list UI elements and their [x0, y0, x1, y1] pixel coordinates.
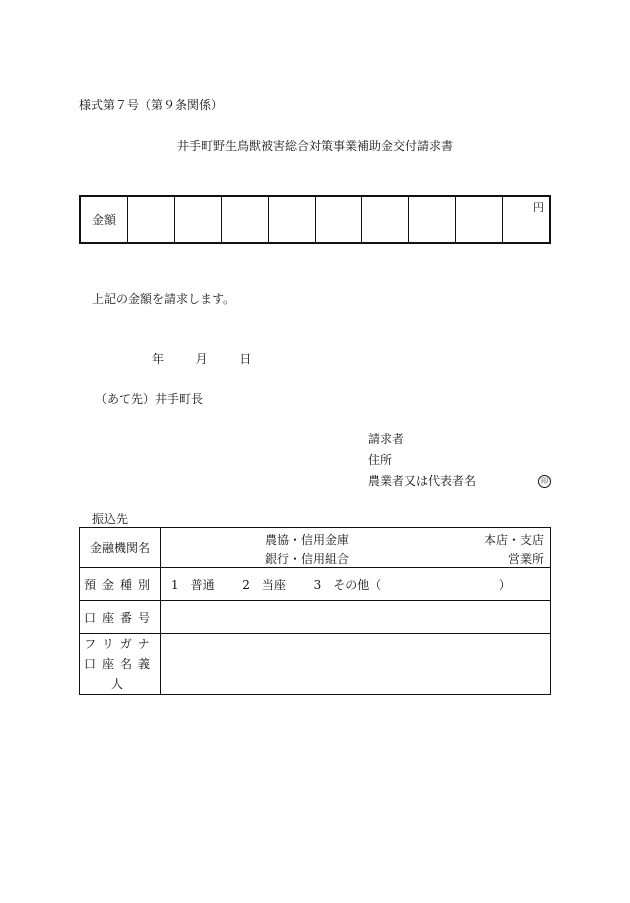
- amount-digit-cell[interactable]: [455, 197, 502, 242]
- date-month: 月: [195, 352, 208, 366]
- date-year: 年: [152, 352, 165, 366]
- account-number-label: 口座番号: [80, 601, 161, 634]
- account-holder-label: 口座名義人: [83, 657, 156, 691]
- amount-digit-cell[interactable]: [127, 197, 174, 242]
- bank-table: [79, 527, 551, 695]
- date-row: [152, 350, 251, 367]
- form-number: 様式第７号（第９条関係）: [79, 98, 224, 112]
- account-number-field[interactable]: [161, 601, 551, 634]
- account-number-row: [80, 601, 551, 634]
- deposit-option-other[interactable]: 3 その他（: [313, 577, 382, 592]
- deposit-option-current[interactable]: 2 当座: [242, 577, 286, 592]
- furigana-label: フリガナ: [84, 637, 156, 651]
- amount-digit-cell[interactable]: [361, 197, 408, 242]
- institution-type-2: 銀行・信用組合: [265, 552, 350, 566]
- branch-type-1: 本店・支店: [483, 533, 544, 547]
- amount-digit-cell[interactable]: [315, 197, 362, 242]
- claimant-name-row: [368, 471, 551, 492]
- deposit-option-close-paren: ）: [498, 577, 511, 592]
- amount-digit-cell[interactable]: [221, 197, 268, 242]
- amount-box: [79, 195, 551, 244]
- branch-type-2: 営業所: [507, 552, 544, 566]
- account-holder-row: [80, 634, 551, 695]
- yen-unit: 円: [533, 201, 545, 214]
- account-holder-field[interactable]: [161, 634, 551, 695]
- institution-field[interactable]: [161, 528, 551, 568]
- seal-mark: 印: [538, 475, 551, 488]
- addressee: （あて先）井手町長: [95, 392, 204, 406]
- name-label: 農業者又は代表者名: [368, 474, 477, 488]
- amount-digit-cell[interactable]: [268, 197, 315, 242]
- deposit-type-label: 預金種別: [80, 568, 161, 601]
- request-statement: 上記の金額を請求します。: [92, 292, 236, 306]
- deposit-type-row: [80, 568, 551, 601]
- institution-label: 金融機関名: [80, 528, 161, 568]
- amount-digit-cell[interactable]: [502, 197, 549, 242]
- amount-digit-cell[interactable]: [408, 197, 455, 242]
- address-label: 住所: [368, 453, 393, 467]
- deposit-type-field[interactable]: [161, 568, 551, 601]
- transfer-label: 振込先: [92, 512, 129, 526]
- amount-digit-cell[interactable]: [174, 197, 221, 242]
- claimant-block: [368, 429, 551, 492]
- date-day: 日: [239, 352, 252, 366]
- institution-row: [80, 528, 551, 568]
- deposit-option-ordinary[interactable]: 1 普通: [171, 577, 215, 592]
- account-holder-label-cell: [80, 634, 161, 695]
- institution-type-1: 農協・信用金庫: [265, 533, 350, 547]
- document-title: 井手町野生鳥獣被害総合対策事業補助金交付請求書: [176, 139, 453, 153]
- claimant-heading: 請求者: [368, 432, 405, 446]
- amount-label: 金額: [91, 213, 116, 227]
